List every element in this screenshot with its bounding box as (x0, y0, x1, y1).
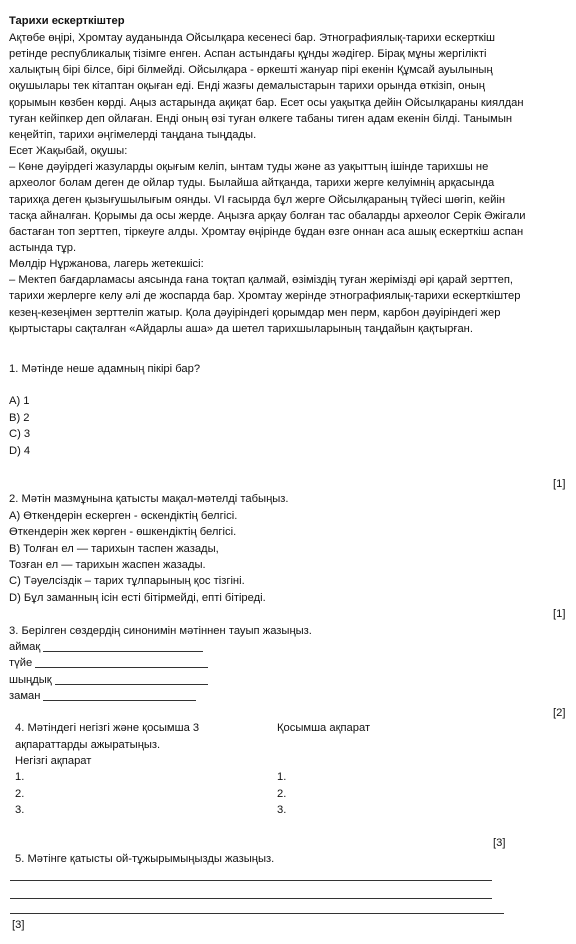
question-5: 5. Мәтінге қатысты ой-тұжырымыңызды жазыңыз. (15, 853, 275, 865)
passage-line: – Көне дәуірдегі жазуларды оқығым келіп, ынтам туды және аз уақыттың ішінде тарихшы не (9, 161, 489, 174)
question-1: 1. Мәтінде неше адамның пікірі бар? (9, 363, 201, 375)
question-4-mark: [3] (493, 837, 506, 849)
synonym-row (9, 655, 32, 671)
answer-line[interactable] (10, 880, 492, 881)
main-info-number: 1. (15, 771, 25, 783)
answer-option[interactable]: C) 3 (9, 428, 31, 440)
extra-info-number: 3. (277, 804, 287, 816)
passage-line: тасқа айналған. Қорымы да осы жерде. Аңызға арқау болған тас обаларды археолог Серік Әжігали (9, 209, 526, 222)
passage-line: халықтың бірі білсе, бірі білмейді. Ойсылқара - өркешті жануар пірі екенін Құмсай ауылының (9, 64, 493, 77)
synonym-answer-line[interactable] (43, 700, 196, 701)
answer-option[interactable]: A) Өткендерін ескерген - өскендіктің белгісі. (9, 510, 238, 522)
passage-line: бастаған топ зерттеп, тіркеуге алды. Хромтау өңірінде бұдан өзге оннан аса ашық ескерткіш аспан (9, 225, 524, 238)
synonym-row (9, 688, 40, 704)
synonym-answer-line[interactable] (35, 667, 208, 668)
question-3-mark: [2] (553, 707, 566, 719)
passage-line: оқушылары тек кітаптан оқыған еді. Енді жазғы демалыстарын тарихи орында өткізіп, оның (9, 80, 485, 93)
question-3: 3. Берілген сөздердің синонимін мәтіннен тауып жазыңыз. (9, 625, 312, 637)
answer-option[interactable]: Тозған ел — тарихын жаспен жазады. (9, 558, 206, 571)
passage-line: – Мектеп бағдарламасы аясында ғана тоқтап қалмай, өзіміздің туған жерімізді әрі қарай зерттеп, (9, 274, 514, 287)
question-4-line-2: ақпараттарды ажыратыңыз. (15, 739, 161, 751)
answer-option[interactable]: D) Бұл заманның ісін есті бітірмейді, епті бітіреді. (9, 591, 266, 604)
question-4-line-1: 4. Мәтіндегі негізгі және қосымша 3 (15, 722, 200, 734)
main-info-number: 2. (15, 787, 25, 800)
answer-option[interactable]: B) Толған ел — тарихын таспен жазады, (9, 542, 219, 555)
answer-option[interactable]: A) 1 (9, 395, 30, 407)
passage-line: ретінде республикалық тізімге енген. Аспан астындағы құнды жәдігер. Бірақ мұны жергілікті (9, 48, 487, 61)
text-title: Тарихи ескерткіштер (9, 15, 125, 27)
synonym-word: аймақ (9, 641, 41, 653)
passage-line: Мөлдір Нұржанова, лагерь жетекшісі: (9, 258, 204, 271)
question-1-mark: [1] (553, 478, 566, 490)
passage-line: тарихи жерлерге келу әлі де жоспарда бар. Хромтау жерінде этнографиялық-тарихи ескерткіштер (9, 290, 521, 303)
passage-line: Есет Жақыбай, оқушы: (9, 145, 128, 158)
extra-info-number: 2. (277, 787, 287, 800)
extra-info-number: 1. (277, 771, 287, 783)
passage-line: қорымын көзбен көрді. Аңыз астарында ақиқат бар. Есет осы уақытқа дейін Ойсылқараны киялдан (9, 96, 524, 109)
passage-line: Ақтөбе өңірі, Хромтау ауданында Ойсылқара кесенесі бар. Этнографиялық-тарихи ескерткіш (9, 32, 496, 44)
question-2: 2. Мәтін мазмұнына қатысты мақал-мәтелді табыңыз. (9, 493, 289, 505)
answer-option[interactable]: C) Тәуелсіздік – тарих тұлпарының қос тізгіні. (9, 575, 245, 588)
answer-line[interactable] (10, 898, 492, 899)
question-2-mark: [1] (553, 608, 566, 620)
synonym-word: заман (9, 690, 41, 702)
answer-option[interactable]: B) 2 (9, 411, 30, 424)
synonym-answer-line[interactable] (55, 684, 208, 685)
passage-line: астында тұр. (9, 241, 77, 254)
synonym-word: түйе (9, 657, 33, 669)
synonym-row (9, 672, 52, 688)
passage-line: археолог болам деген де ойлар туды. Былайша айтқанда, тарихи жерге келуімнің арқасында (9, 177, 495, 190)
synonym-row (9, 639, 40, 655)
passage-line: кезең-кезеңімен зерттеліп жатыр. Қола дәуіріндегі қорымдар мен перм, карбон дәуіріндегі жер (9, 306, 501, 319)
passage-line: кеңейтіп, тарихи әңгімелерді таңдана тыңдады. (9, 128, 257, 141)
passage-line: тарихқа деген қызығушылығым оянды. VI ғасырда бұл жерге Ойсылқараның түйесі шөгіп, кейін (9, 193, 506, 206)
question-5-mark: [3] (12, 919, 25, 931)
synonym-word: шыңдық (9, 674, 52, 686)
passage-line: туған кейіпкер деп ойлаған. Енді оның өзі туған өлкеге табаны тиген адам екенін білді. Танымын (9, 112, 513, 125)
main-info-header: Негізгі ақпарат (15, 755, 92, 767)
answer-option[interactable]: D) 4 (9, 444, 31, 457)
passage-line: қыртыстары сақталған «Айдарлы аша» да шетел тарихшыларының таңдайын қақтырған. (9, 322, 473, 335)
answer-line[interactable] (10, 913, 504, 914)
main-info-number: 3. (15, 804, 25, 816)
synonym-answer-line[interactable] (43, 651, 203, 652)
extra-info-header: Қосымша ақпарат (277, 722, 371, 734)
answer-option[interactable]: Өткендерін жек көрген - өшкендіктің белгісі. (9, 526, 237, 539)
